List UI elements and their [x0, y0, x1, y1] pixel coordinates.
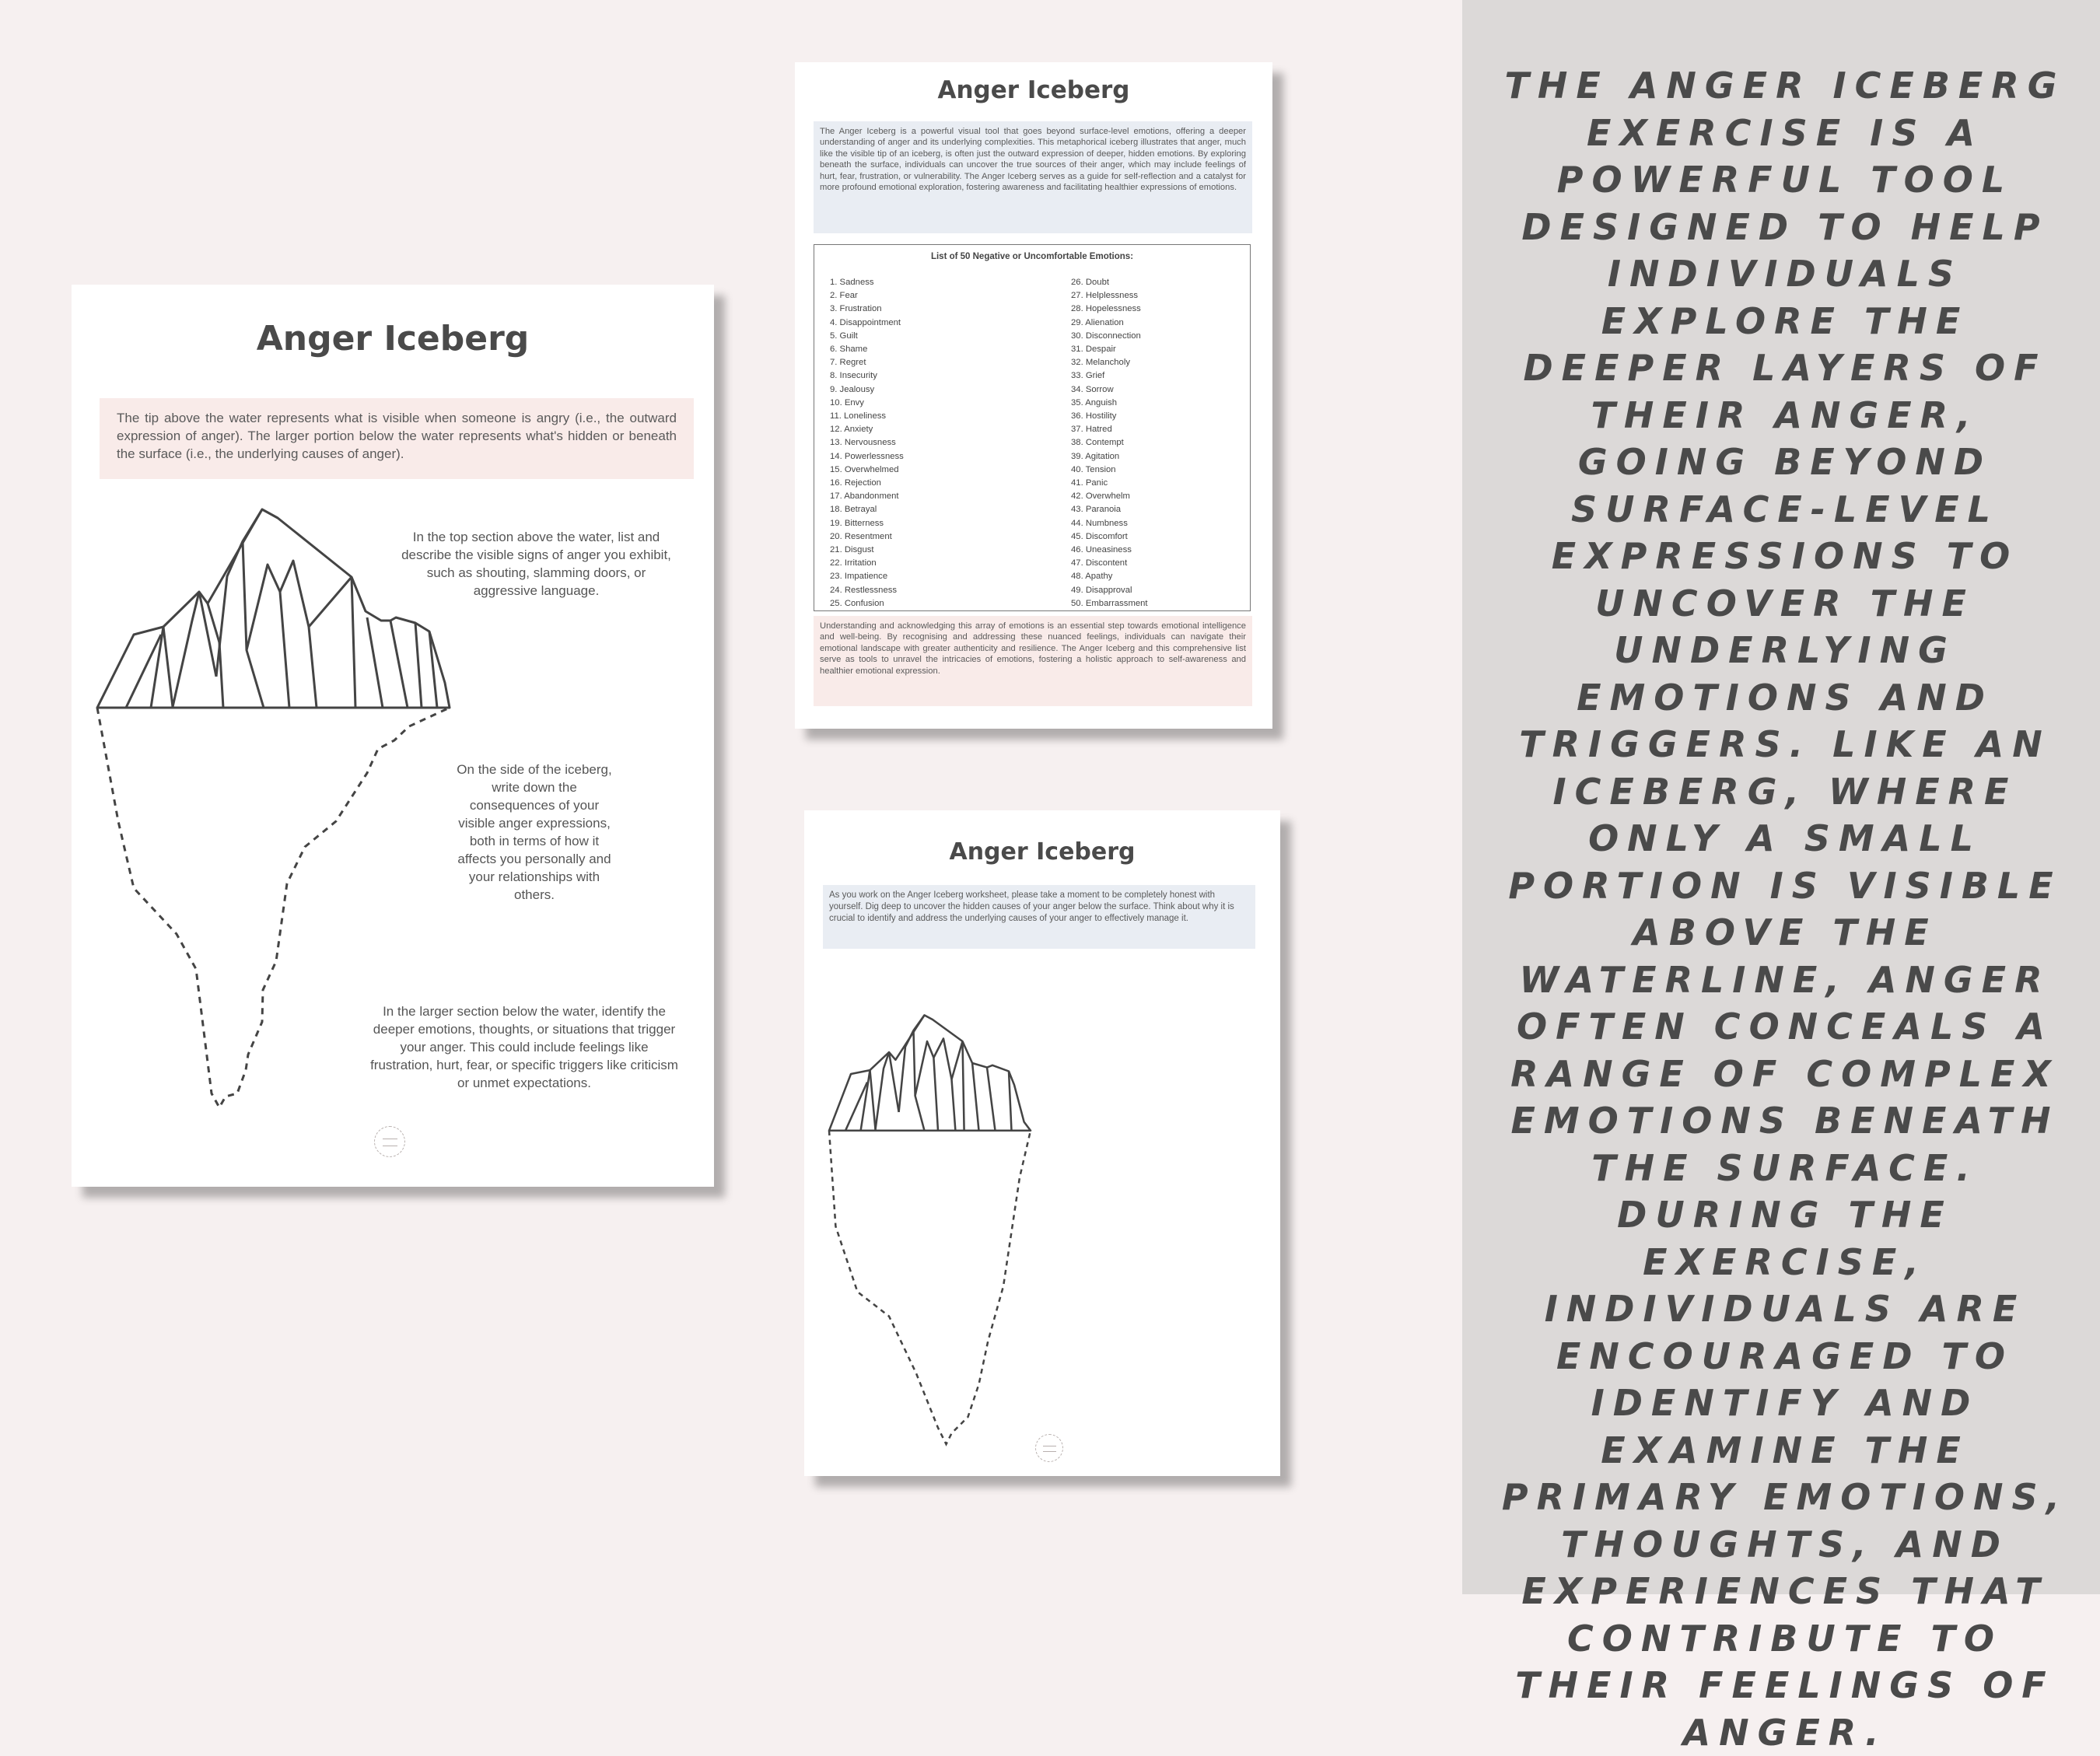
worksheet-page-blank-iceberg [804, 810, 1280, 1476]
list-item: 7. Regret [830, 358, 866, 368]
list-item: 17. Abandonment [830, 491, 899, 502]
list-item: 50. Embarrassment [1071, 598, 1148, 608]
intro-text: The tip above the water represents what is visible when someone is angry (i.e., the outward expression of anger). The larger portion below the water represents what's hidden or beneath the surface (i.e., the underlying causes of anger). [100, 398, 694, 479]
list-item: 37. Hatred [1071, 425, 1112, 435]
instruction-side: On the side of the iceberg, write down the consequences of your visible anger expressions, both in terms of how it affects you personally and your relationships with others. [457, 762, 612, 902]
list-item: 5. Guilt [830, 331, 858, 341]
instruction-bottom: In the larger section below the water, identify the deeper emotions, thoughts, or situations that trigger your anger. This could include feelings like frustration, hurt, fear, or specific triggers like criticism or unmet expectations. [370, 1004, 678, 1090]
list-item: 39. Agitation [1071, 451, 1120, 461]
list-item: 45. Discomfort [1071, 531, 1128, 541]
instruction-top: In the top section above the water, list and describe the visible signs of anger you exhibit, such as shouting, slamming doors, or aggressive language. [401, 530, 671, 598]
list-item: 18. Betrayal [830, 505, 877, 515]
worksheet-page-emotions-list [795, 62, 1272, 729]
list-item: 22. Irritation [830, 558, 877, 568]
list-item: 4. Disappointment [830, 317, 901, 327]
list-item: 13. Nervousness [830, 438, 896, 448]
list-item: 29. Alienation [1071, 317, 1124, 327]
list-item: 21. Disgust [830, 545, 874, 555]
emotions-column-left [830, 276, 904, 610]
list-item: 48. Apathy [1071, 572, 1113, 582]
page-title: Anger Iceberg [937, 76, 1130, 104]
list-item: 20. Resentment [830, 531, 892, 541]
list-item: 34. Sorrow [1071, 384, 1114, 394]
list-item: 6. Shame [830, 345, 868, 355]
intro-text: The Anger Iceberg is a powerful visual tool that goes beyond surface-level emotions, offering a deeper understanding of anger and its underlying complexities. This metaphorical iceberg illustrates that anger, much like the visible tip of an iceberg, is often just the outward expression of deeper, hidden emotions. By exploring beneath the surface, individuals can uncover the true sources of their anger, which may include feelings of hurt, fear, frustration, or vulnerability. The Anger Iceberg serves as a guide for self-reflection and a catalyst for more profound emotional exploration, fostering awareness and facilitating healthier expressions of emotions. [814, 121, 1252, 233]
list-item: 3. Frustration [830, 304, 882, 314]
list-item: 11. Loneliness [830, 411, 887, 422]
list-item: 30. Disconnection [1071, 331, 1141, 341]
list-item: 27. Helplessness [1071, 291, 1139, 301]
list-item: 46. Uneasiness [1071, 545, 1132, 555]
list-item: 42. Overwhelm [1071, 491, 1130, 502]
list-item: 23. Impatience [830, 572, 888, 582]
list-item: 1. Sadness [830, 278, 874, 287]
list-item: 15. Overwhelmed [830, 464, 899, 474]
list-item: 38. Contempt [1071, 438, 1124, 448]
list-item: 44. Numbness [1071, 518, 1128, 528]
list-item: 31. Despair [1071, 345, 1116, 355]
emotions-column-right [1071, 276, 1148, 610]
list-item: 19. Bitterness [830, 518, 884, 528]
list-item: 12. Anxiety [830, 425, 873, 435]
list-item: 35. Anguish [1071, 397, 1118, 408]
brand-seal-icon [374, 1126, 405, 1157]
list-item: 14. Powerlessness [830, 451, 904, 461]
list-item: 36. Hostility [1071, 411, 1117, 422]
list-item: 8. Insecurity [830, 371, 877, 381]
page-title: Anger Iceberg [949, 838, 1136, 866]
list-item: 40. Tension [1071, 464, 1116, 474]
list-item: 2. Fear [830, 291, 858, 301]
brand-seal-icon [1035, 1434, 1063, 1462]
emotions-list-box [814, 244, 1251, 611]
list-item: 32. Melancholy [1071, 358, 1130, 368]
outro-text: Understanding and acknowledging this array of emotions is an essential step towards emotional intelligence and well-being. By recognising and addressing these nuanced feelings, individuals can navigate their emotional landscape with greater authenticity and resilience. The Anger Iceberg and this comprehensive list serve as tools to unravel the intricacies of emotions, fostering a holistic approach to self-awareness and healthier emotional expression. [814, 616, 1252, 706]
worksheet-page-instructions [72, 285, 714, 1187]
list-item: 43. Paranoia [1071, 505, 1122, 515]
list-item: 49. Disapproval [1071, 585, 1132, 595]
iceberg-icon [804, 810, 1280, 1476]
list-item: 24. Restlessness [830, 585, 898, 595]
list-item: 33. Grief [1071, 371, 1105, 381]
list-item: 9. Jealousy [830, 384, 875, 394]
intro-text: As you work on the Anger Iceberg worksheet, please take a moment to be completely honest with yourself. Dig deep to uncover the hidden causes of your anger below the surface. Think about why it is crucial to identify and address the underlying causes of your anger to effectively manage it. [823, 885, 1255, 949]
list-item: 41. Panic [1071, 478, 1108, 488]
list-item: 10. Envy [830, 397, 864, 408]
list-item: 26. Doubt [1071, 278, 1109, 287]
list-item: 47. Discontent [1071, 558, 1128, 568]
list-item: 25. Confusion [830, 598, 884, 608]
list-title: List of 50 Negative or Uncomfortable Emotions: [930, 252, 1134, 261]
list-item: 16. Rejection [830, 478, 881, 488]
promo-description: THE ANGER ICEBERG EXERCISE IS A POWERFUL TOOL DESIGNED TO HELP INDIVIDUALS EXPLORE THE DEEPER LAYERS OF THEIR ANGER, GOING BEYOND SURFACE-LEVEL EXPRESSIONS TO UNCOVER THE UNDERLYING EMOTIONS AND TRIGGERS. LIKE AN ICEBERG, WHERE ONLY A SMALL PORTION IS VISIBLE ABOVE THE WATERLINE, ANGER OFTEN CONCEALS A RANGE OF COMPLEX EMOTIONS BENEATH THE SURFACE. DURING THE EXERCISE, INDIVIDUALS ARE ENCOURAGED TO IDENTIFY AND EXAMINE THE PRIMARY EMOTIONS, THOUGHTS, AND EXPERIENCES THAT CONTRIBUTE TO THEIR FEELINGS OF ANGER. [1501, 65, 2069, 1754]
page-title: Anger Iceberg [256, 319, 530, 359]
list-item: 28. Hopelessness [1071, 304, 1141, 314]
